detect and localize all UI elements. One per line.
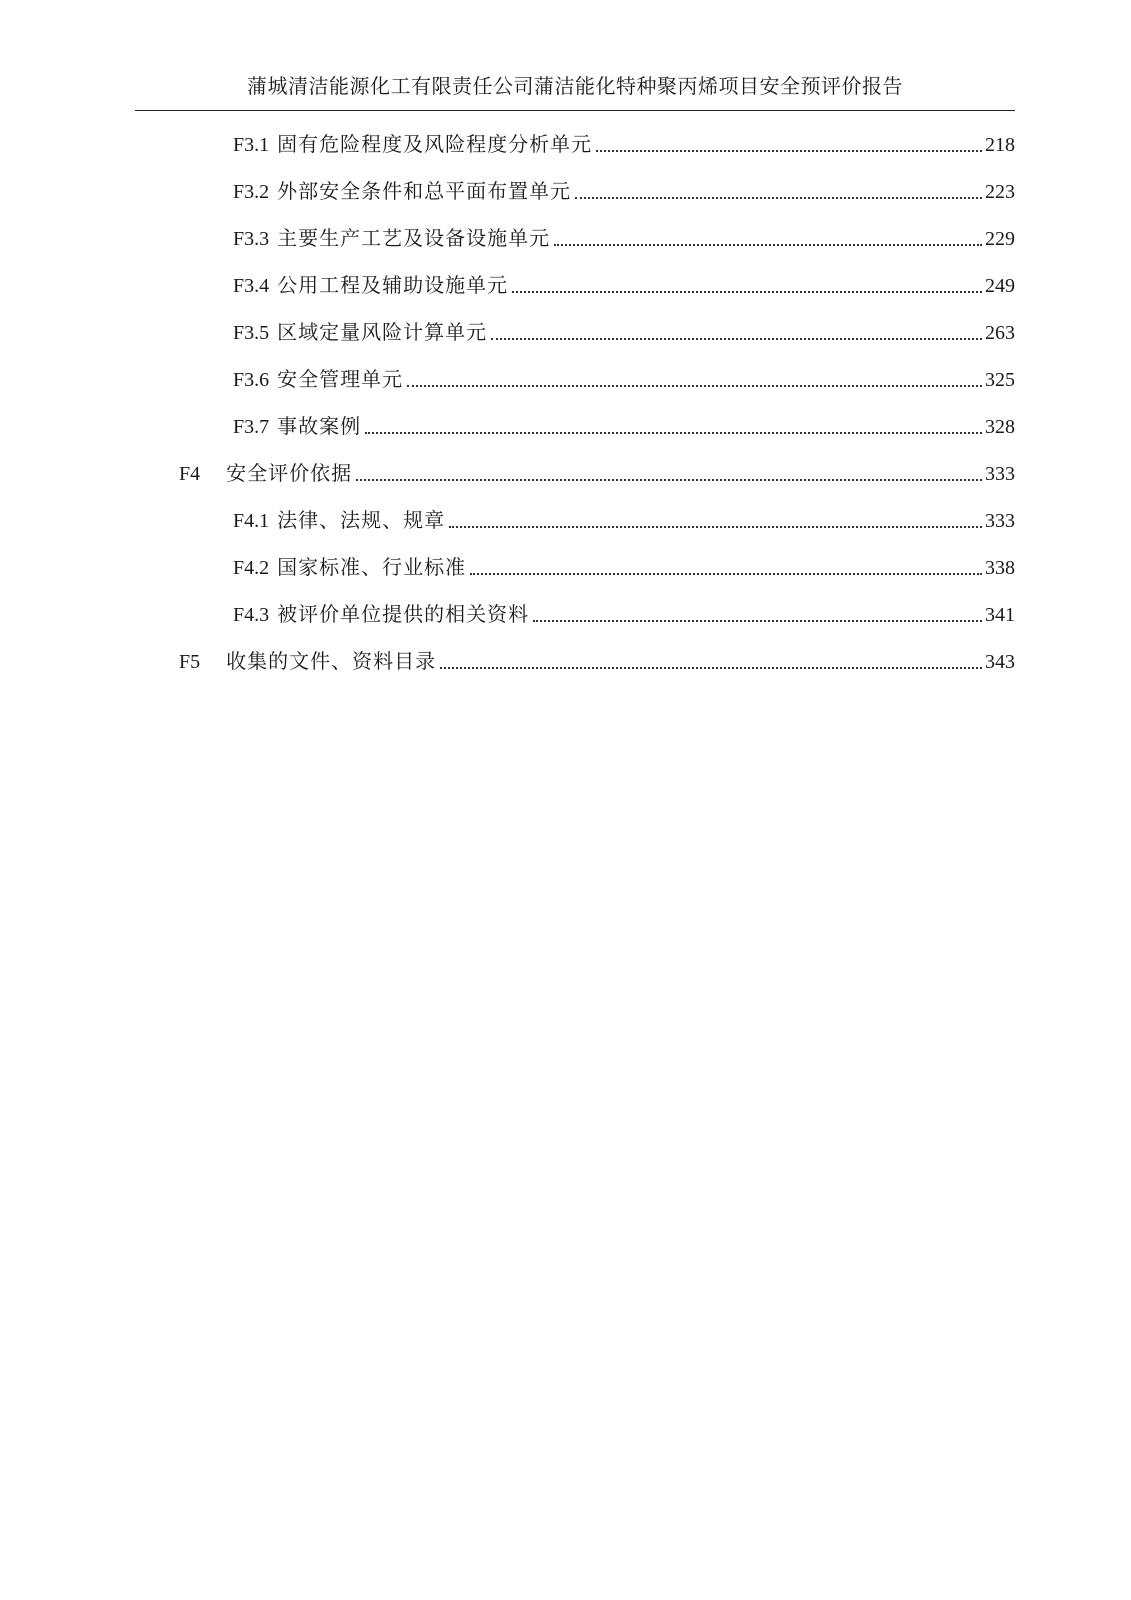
toc-dot-leader xyxy=(365,432,982,434)
toc-entry-number: F3.6 xyxy=(233,369,270,391)
toc-entry-number: F3.1 xyxy=(233,134,270,156)
toc-entry-page: 229 xyxy=(985,228,1015,250)
toc-entry-title: 固有危险程度及风险程度分析单元 xyxy=(277,134,593,156)
toc-entry[interactable] xyxy=(233,410,1015,440)
toc-entry-page: 263 xyxy=(985,322,1015,344)
toc-entry-page: 343 xyxy=(985,651,1015,673)
toc-dot-leader xyxy=(554,244,982,246)
toc-entry-title: 被评价单位提供的相关资料 xyxy=(277,604,530,626)
toc-entry[interactable] xyxy=(179,645,1015,675)
toc-dot-leader xyxy=(440,667,982,669)
toc-entry[interactable] xyxy=(233,598,1015,628)
toc-entry[interactable] xyxy=(233,363,1015,393)
toc-entry-number: F4.2 xyxy=(233,557,270,579)
toc-entry-page: 328 xyxy=(985,416,1015,438)
toc-entry[interactable] xyxy=(233,504,1015,534)
toc-entry-page: 223 xyxy=(985,181,1015,203)
toc-entry-title: 主要生产工艺及设备设施单元 xyxy=(277,228,551,250)
page-header-title: 蒲城清洁能源化工有限责任公司蒲洁能化特种聚丙烯项目安全预评价报告 xyxy=(247,76,903,98)
toc-entry-page: 218 xyxy=(985,134,1015,156)
toc-entry[interactable] xyxy=(233,551,1015,581)
toc-entry[interactable] xyxy=(233,128,1015,158)
toc-entry-title: 事故案例 xyxy=(277,416,362,438)
toc-entry-page: 249 xyxy=(985,275,1015,297)
toc-entry[interactable] xyxy=(233,316,1015,346)
toc-dot-leader xyxy=(596,150,982,152)
toc-entry-number: F4.1 xyxy=(233,510,270,532)
toc-entry-page: 333 xyxy=(985,463,1015,485)
toc-entry-number: F3.4 xyxy=(233,275,270,297)
toc-entry[interactable] xyxy=(233,269,1015,299)
toc-entry-title: 外部安全条件和总平面布置单元 xyxy=(277,181,572,203)
toc-entry[interactable] xyxy=(233,222,1015,252)
toc-entry-number: F3.2 xyxy=(233,181,270,203)
toc-entry-number: F4 xyxy=(179,463,201,485)
toc-entry-title: 安全评价依据 xyxy=(226,463,353,485)
toc-dot-leader xyxy=(407,385,982,387)
toc-dot-leader xyxy=(533,620,982,622)
toc-dot-leader xyxy=(449,526,982,528)
toc-entry-page: 338 xyxy=(985,557,1015,579)
toc-entry-title: 区域定量风险计算单元 xyxy=(277,322,488,344)
toc-dot-leader xyxy=(470,573,982,575)
header-rule xyxy=(135,110,1015,111)
toc-entry-number: F3.7 xyxy=(233,416,270,438)
toc-entry-title: 收集的文件、资料目录 xyxy=(226,651,437,673)
toc-dot-leader xyxy=(575,197,982,199)
toc-entry-page: 333 xyxy=(985,510,1015,532)
toc-dot-leader xyxy=(356,479,982,481)
toc-entry-title: 安全管理单元 xyxy=(277,369,404,391)
toc-entry-page: 341 xyxy=(985,604,1015,626)
toc-entry-title: 公用工程及辅助设施单元 xyxy=(277,275,509,297)
toc-dot-leader xyxy=(512,291,982,293)
toc-entry-number: F4.3 xyxy=(233,604,270,626)
toc-entry-number: F5 xyxy=(179,651,201,673)
toc-entry-page: 325 xyxy=(985,369,1015,391)
toc-dot-leader xyxy=(491,338,982,340)
toc-entry-title: 法律、法规、规章 xyxy=(277,510,446,532)
toc-entry[interactable] xyxy=(179,457,1015,487)
toc-entry-number: F3.5 xyxy=(233,322,270,344)
toc-entry-number: F3.3 xyxy=(233,228,270,250)
toc-entry[interactable] xyxy=(233,175,1015,205)
toc-entry-title: 国家标准、行业标准 xyxy=(277,557,467,579)
